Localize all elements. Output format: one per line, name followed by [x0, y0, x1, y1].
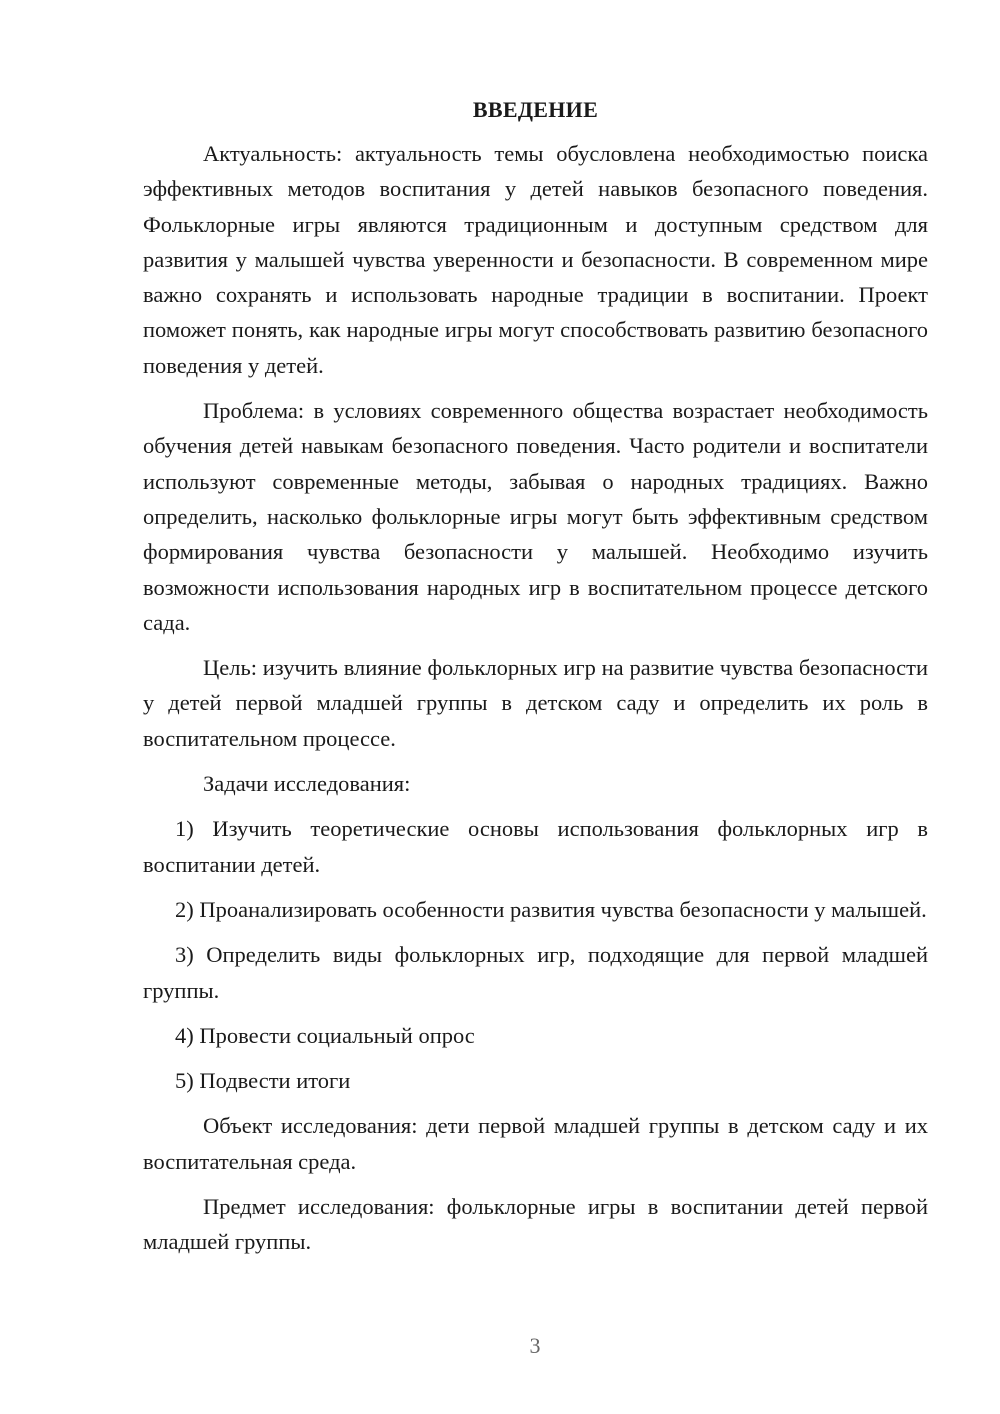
subject-paragraph: Предмет исследования: фольклорные игры в воспитании детей первой младшей группы.	[143, 1194, 928, 1255]
tasks-heading: Задачи исследования:	[203, 771, 411, 797]
section-title: ВВЕДЕНИЕ	[472, 97, 599, 122]
object-paragraph: Объект исследования: дети первой младшей группы в детском саду и их воспитательная среда.	[143, 1113, 928, 1174]
task-item: 5) Подвести итоги	[175, 1068, 351, 1094]
task-item: 4) Провести социальный опрос	[175, 1022, 475, 1048]
goal-paragraph: Цель: изучить влияние фольклорных игр на развитие чувства безопасности у детей первой младшей группы в детском саду и определить их роль в воспитательном процессе.	[143, 655, 928, 751]
task-item: 3) Определить виды фольклорных игр, подходящие для первой младшей группы.	[143, 942, 928, 1003]
relevance-paragraph: Актуальность: актуальность темы обусловлена необходимостью поиска эффективных методов воспитания у детей навыков безопасного поведения. Фольклорные игры являются традиционным и доступным средством для развития у малышей чувства уверенности и безопасности. В современном мире важно сохранять и использовать народные традиции в воспитании. Проект поможет понять, как народные игры могут способствовать развитию безопасного поведения у детей.	[143, 141, 928, 378]
document-page	[143, 96, 928, 1270]
problem-paragraph: Проблема: в условиях современного общества возрастает необходимость обучения детей навыкам безопасного поведения. Часто родители и воспитатели используют современные методы, забывая о народных традициях. Важно определить, насколько фольклорные игры могут быть эффективным средством формирования чувства безопасности у малышей. Необходимо изучить возможности использования народных игр в воспитательном процессе детского сада.	[143, 398, 928, 635]
task-item: 1) Изучить теоретические основы использования фольклорных игр в воспитании детей.	[143, 816, 928, 877]
task-item: 2) Проанализировать особенности развития чувства безопасности у малышей.	[175, 896, 927, 922]
page-number: 3	[529, 1333, 541, 1358]
